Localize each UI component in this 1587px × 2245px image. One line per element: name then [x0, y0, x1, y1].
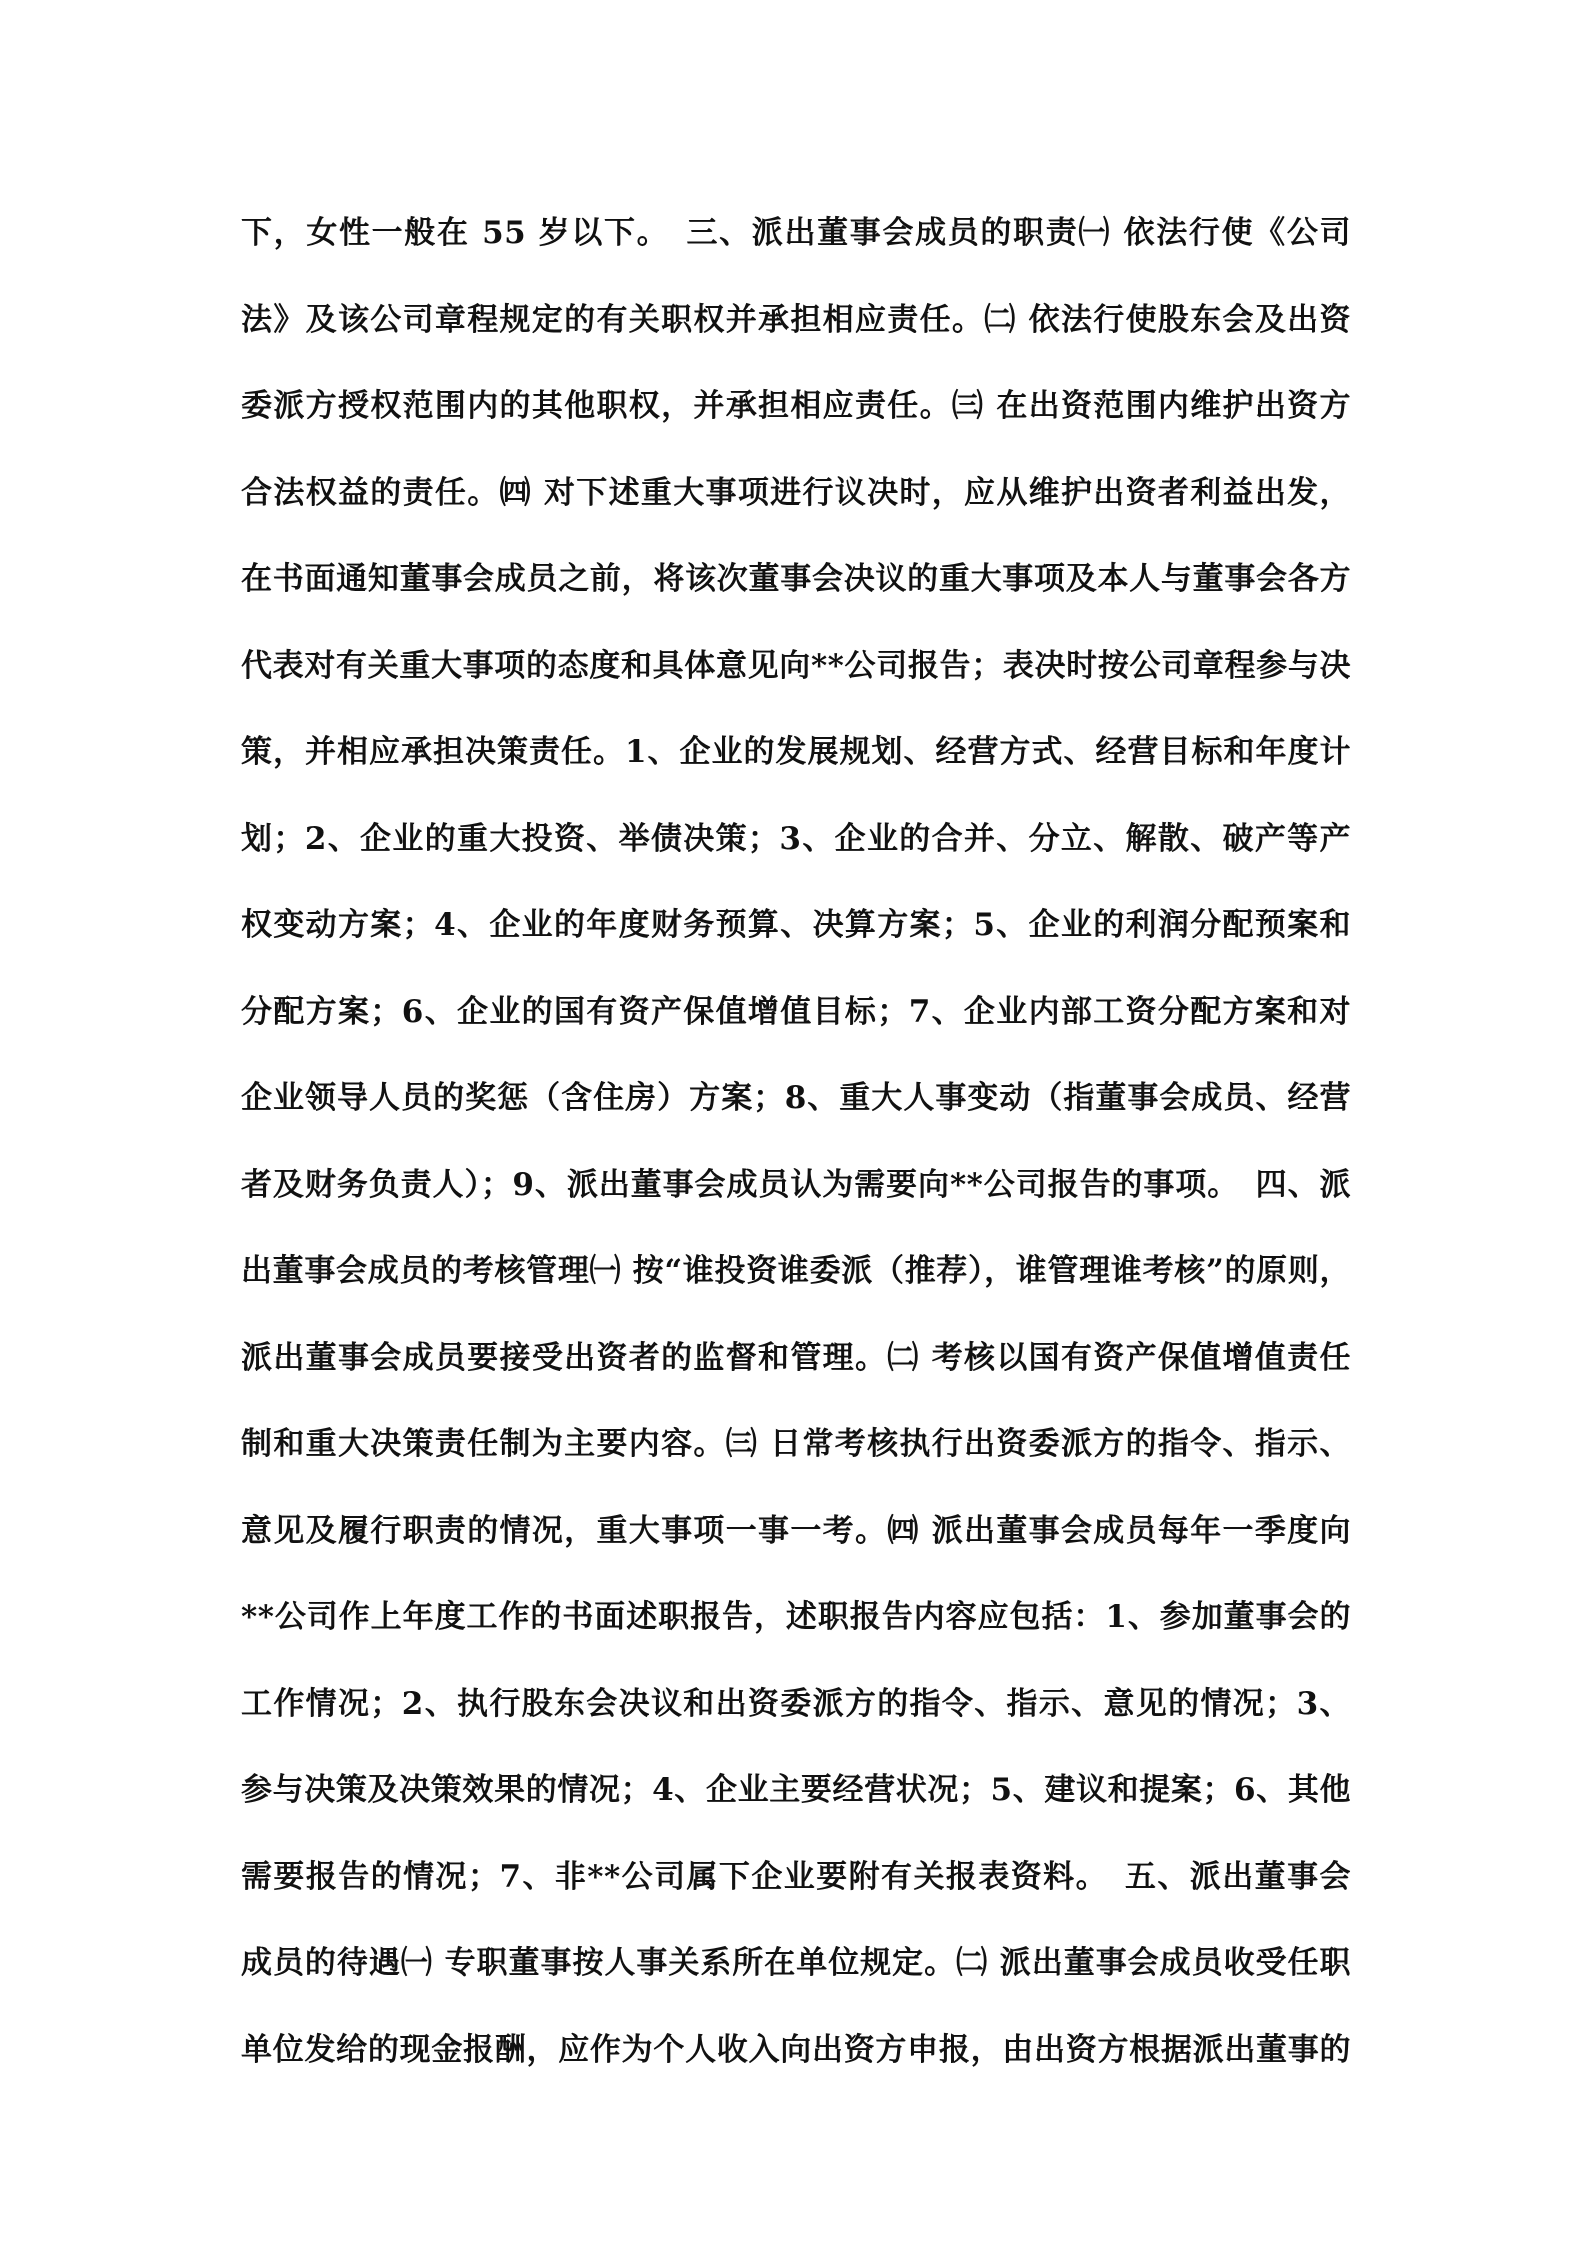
document-body	[241, 206, 1351, 2109]
text-line: 单位发给的现金报酬，应作为个人收入向出资方申报，由出资方根据派出董事的	[241, 2031, 1351, 2068]
text-line: 代表对有关重大事项的态度和具体意见向**公司报告；表决时按公司章程参与决	[241, 647, 1351, 684]
text-line: 企业领导人员的奖惩（含住房）方案；8、重大人事变动（指董事会成员、经营	[241, 1080, 1351, 1116]
text-line: 下，女性一般在 55 岁以下。 三、派出董事会成员的职责㈠ 依法行使《公司	[241, 215, 1351, 251]
text-line: 者及财务负责人）；9、派出董事会成员认为需要向**公司报告的事项。 四、派	[241, 1166, 1351, 1203]
text-line: 成员的待遇㈠ 专职董事按人事关系所在单位规定。㈡ 派出董事会成员收受任职	[241, 1945, 1351, 1981]
text-line: 需要报告的情况；7、非**公司属下企业要附有关报表资料。 五、派出董事会	[241, 1858, 1351, 1895]
text-line: 意见及履行职责的情况，重大事项一事一考。㈣ 派出董事会成员每年一季度向	[241, 1512, 1351, 1549]
text-line: 委派方授权范围内的其他职权，并承担相应责任。㈢ 在出资范围内维护出资方	[241, 388, 1351, 424]
text-line: 工作情况；2、执行股东会决议和出资委派方的指令、指示、意见的情况；3、	[241, 1685, 1351, 1722]
text-line: 合法权益的责任。㈣ 对下述重大事项进行议决时，应从维护出资者利益出发，	[241, 474, 1351, 511]
text-line: 参与决策及决策效果的情况；4、企业主要经营状况；5、建议和提案；6、其他	[241, 1772, 1351, 1808]
text-line: 出董事会成员的考核管理㈠ 按“谁投资谁委派（推荐），谁管理谁考核”的原则，	[241, 1253, 1351, 1289]
text-line: 权变动方案；4、企业的年度财务预算、决算方案；5、企业的利润分配预案和	[241, 907, 1351, 943]
text-line: **公司作上年度工作的书面述职报告，述职报告内容应包括：1、参加董事会的	[241, 1599, 1351, 1635]
text-line: 派出董事会成员要接受出资者的监督和管理。㈡ 考核以国有资产保值增值责任	[241, 1339, 1351, 1376]
text-line: 在书面通知董事会成员之前，将该次董事会决议的重大事项及本人与董事会各方	[241, 561, 1351, 597]
text-line: 制和重大决策责任制为主要内容。㈢ 日常考核执行出资委派方的指令、指示、	[241, 1426, 1351, 1462]
text-line: 划；2、企业的重大投资、举债决策；3、企业的合并、分立、解散、破产等产	[241, 820, 1351, 857]
text-line: 法》及该公司章程规定的有关职权并承担相应责任。㈡ 依法行使股东会及出资	[241, 301, 1351, 338]
text-line: 策，并相应承担决策责任。1、企业的发展规划、经营方式、经营目标和年度计	[241, 734, 1351, 770]
text-line: 分配方案；6、企业的国有资产保值增值目标；7、企业内部工资分配方案和对	[241, 993, 1351, 1030]
